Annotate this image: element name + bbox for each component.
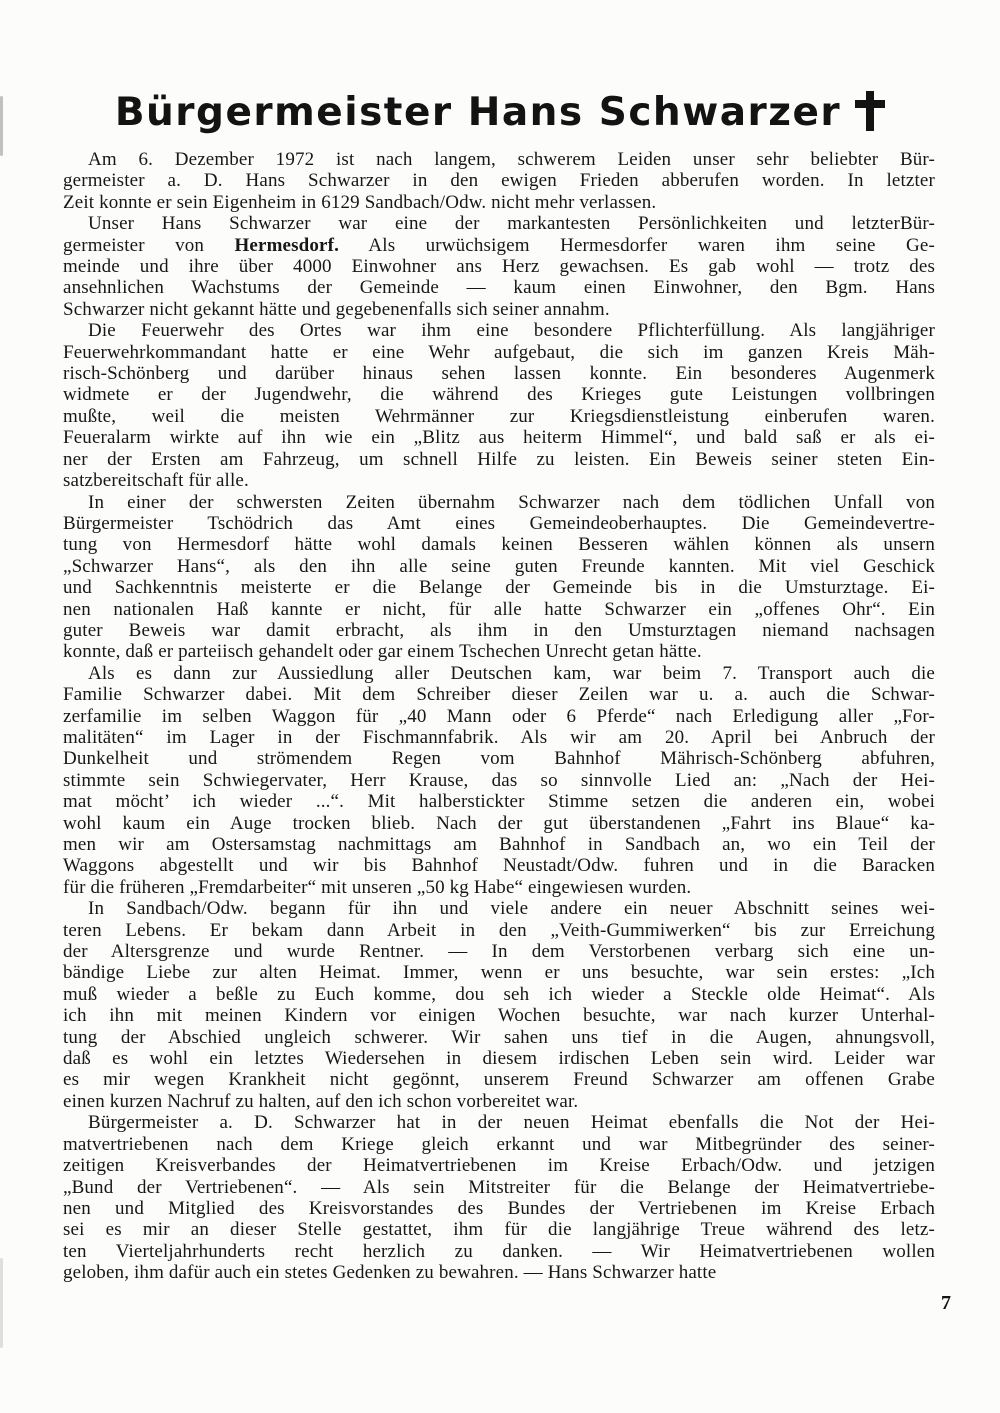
text-line: nen nationalen Haß kannte er nicht, für alle hatte Schwarzer ein „offenes Ohr“. Ein <box>63 598 935 620</box>
paragraph <box>63 213 935 320</box>
obituary-text <box>63 149 935 1284</box>
text-line: bändige Liebe zur alten Heimat. Immer, wenn er uns besuchte, war sein erstes: „Ich <box>63 962 935 984</box>
text-line: Feueralarm wirkte auf ihn wie ein „Blitz aus heiterm Himmel“, und bald saß er als ei- <box>63 427 935 449</box>
text-line: „Bund der Vertriebenen“. — Als sein Mitstreiter für die Belange der Heimatvertriebe- <box>63 1176 935 1198</box>
text-line: „Schwarzer Hans“, als den ihn alle seine guten Freunde kannten. Mit viel Geschick <box>63 555 935 577</box>
text-line: zerfamilie im selben Waggon für „40 Mann oder 6 Pferde“ nach Erledigung aller „For- <box>63 705 935 727</box>
page-title <box>0 90 1000 136</box>
text-line: Die Feuerwehr des Ortes war ihm eine besondere Pflichterfüllung. Als langjähriger <box>88 320 935 342</box>
bold-text: Hermesdorf. <box>234 234 340 256</box>
text-line: ten Vierteljahrhunderts recht herzlich zu danken. — Wir Heimatvertriebenen wollen <box>63 1240 935 1262</box>
text-line: Dunkelheit und strömendem Regen vom Bahnhof Mährisch-Schönberg abfuhren, <box>63 748 935 770</box>
page-number: 7 <box>941 1292 951 1314</box>
text-line: ansehnlichen Wachstums der Gemeinde — kaum einen Einwohner, den Bgm. Hans <box>63 277 935 299</box>
paragraph <box>63 663 935 898</box>
paragraph <box>63 149 935 213</box>
text-line: guter Beweis war damit erbracht, als ihm in den Umsturztagen niemand nachsagen <box>63 619 935 641</box>
paragraph <box>63 492 935 663</box>
text-line: Unser Hans Schwarzer war eine der markantesten Persönlichkeiten und letzterBür- <box>88 213 935 235</box>
text-line: nen und Mitglied des Kreisvorstandes des Bundes der Vertriebenen im Kreise Erbach <box>63 1197 935 1219</box>
text-line: teren Lebens. Er bekam dann Arbeit in den „Veith-Gummiwerken“ bis zur Erreichung <box>63 919 935 941</box>
text-line: tung von Hermesdorf hätte wohl damals keinen Besseren wählen können als unsern <box>63 534 935 556</box>
text-line: und Sachkenntnis meisterte er die Belange der Gemeinde bis in die Umsturztage. Ei- <box>63 577 935 599</box>
text-line: Feuerwehrkommandant hatte er eine Wehr aufgebaut, die sich im ganzen Kreis Mäh- <box>63 341 935 363</box>
text-line: Bürgermeister Tschödrich das Amt eines Gemeindeoberhauptes. Die Gemeindevertre- <box>63 512 935 534</box>
text-line: Zeit konnte er sein Eigenheim in 6129 Sandbach/Odw. nicht mehr verlassen. <box>63 191 657 213</box>
paragraph <box>63 320 935 491</box>
text-line: zeitigen Kreisverbandes der Heimatvertriebenen im Kreise Erbach/Odw. und jetzigen <box>63 1155 935 1177</box>
text-line: geloben, ihm dafür auch ein stetes Gedenken zu bewahren. — Hans Schwarzer hatte <box>63 1262 717 1284</box>
text-line: daß es wohl ein letztes Wiedersehen in diesem irdischen Leben sein wird. Leider war <box>63 1048 935 1070</box>
text-line: In einer der schwersten Zeiten übernahm Schwarzer nach dem tödlichen Unfall von <box>88 491 935 513</box>
paragraph <box>63 1112 935 1283</box>
text-segment: germeister von <box>63 234 235 256</box>
text-line: Als es dann zur Aussiedlung aller Deutschen kam, war beim 7. Transport auch die <box>88 662 935 684</box>
text-line: einen kurzen Nachruf zu halten, auf den ich schon vorbereitet war. <box>63 1090 579 1112</box>
text-line: risch-Schönberg und darüber hinaus sehen lassen konnte. Ein besonderes Augenmerk <box>63 363 935 385</box>
text-line: mußte, weil die meisten Wehrmänner zur Kriegsdienstleistung einberufen waren. <box>63 405 935 427</box>
scan-artifact <box>0 1258 3 1348</box>
text-line: matvertriebenen nach dem Kriege gleich erkannt und war Mitbegründer des seiner- <box>63 1133 935 1155</box>
text-line: malitäten“ im Lager in der Fischmannfabrik. Als wir am 20. April bei Anbruch der <box>63 726 935 748</box>
text-line: mat möcht’ ich wieder ...“. Mit halberstickter Stimme setzen die anderen ein, wobei <box>63 791 935 813</box>
text-line: Am 6. Dezember 1972 ist nach langem, schwerem Leiden unser sehr beliebter Bür- <box>88 149 935 170</box>
text-segment: Als urwüchsigem Hermesdorfer waren ihm seine Ge- <box>339 234 935 256</box>
text-line: germeister a. D. Hans Schwarzer in den ewigen Frieden abberufen worden. In letzter <box>63 170 935 192</box>
text-line: sei es mir an dieser Stelle gestattet, ihm für die langjährige Treue während des letz- <box>63 1219 935 1241</box>
text-line: ner der Ersten am Fahrzeug, um schnell Hilfe zu leisten. Ein Beweis seiner steten Ein- <box>63 448 935 470</box>
text-line: tung der Abschied ungleich schwerer. Wir sahen uns tief in die Augen, ahnungsvoll, <box>63 1026 935 1048</box>
text-line: widmete er der Jugendwehr, die während des Krieges gute Leistungen vollbringen <box>63 384 935 406</box>
text-line: Bürgermeister a. D. Schwarzer hat in der neuen Heimat ebenfalls die Not der Hei- <box>88 1112 935 1134</box>
text-line: ich ihn mit meinen Kindern vor einigen Wochen besuchte, war nach kurzer Unterhal- <box>63 1005 935 1027</box>
title-text: Bürgermeister Hans Schwarzer <box>114 90 842 135</box>
text-line: In Sandbach/Odw. begann für ihn und viele andere ein neuer Abschnitt seines wei- <box>88 898 935 920</box>
text-line: muß wieder a beßle zu Euch komme, dou seh ich wieder a Steckle olde Heimat“. Als <box>63 983 935 1005</box>
text-line: es mir wegen Krankheit nicht gegönnt, unserem Freund Schwarzer am offenen Grabe <box>63 1069 935 1091</box>
text-line: satzbereitschaft für alle. <box>63 470 249 492</box>
text-line: für die früheren „Fremdarbeiter“ mit unseren „50 kg Habe“ eingewiesen wurden. <box>63 876 692 898</box>
text-line: der Altersgrenze und wurde Rentner. — In dem Verstorbenen verbarg sich eine un- <box>63 941 935 963</box>
text-line: Familie Schwarzer dabei. Mit dem Schreiber dieser Zeilen war u. a. auch die Schwar- <box>63 684 935 706</box>
text-line: konnte, daß er parteiisch gehandelt oder gar einem Tschechen Unrecht getan hätte. <box>63 641 702 663</box>
text-line <box>63 235 935 256</box>
text-line: meinde und ihre über 4000 Einwohner ans Herz gewachsen. Es gab wohl — trotz des <box>63 256 935 278</box>
text-line: men wir am Ostersamstag nachmittags am Bahnhof in Sandbach an, wo ein Teil der <box>63 834 935 855</box>
text-line: stimmte sein Schwiegervater, Herr Krause, das so sinnvolle Lied an: „Nach der Hei- <box>63 769 935 791</box>
text-line: wohl kaum ein Auge trocken blieb. Nach der gut überstandenen „Fahrt ins Blaue“ ka- <box>63 812 935 834</box>
text-line: Schwarzer nicht gekannt hätte und gegebenenfalls sich seiner annahm. <box>63 298 610 320</box>
latin-cross-icon <box>855 91 885 131</box>
paragraph <box>63 898 935 1112</box>
text-line: Waggons abgestellt und wir bis Bahnhof Neustadt/Odw. fuhren und in die Baracken <box>63 855 935 877</box>
